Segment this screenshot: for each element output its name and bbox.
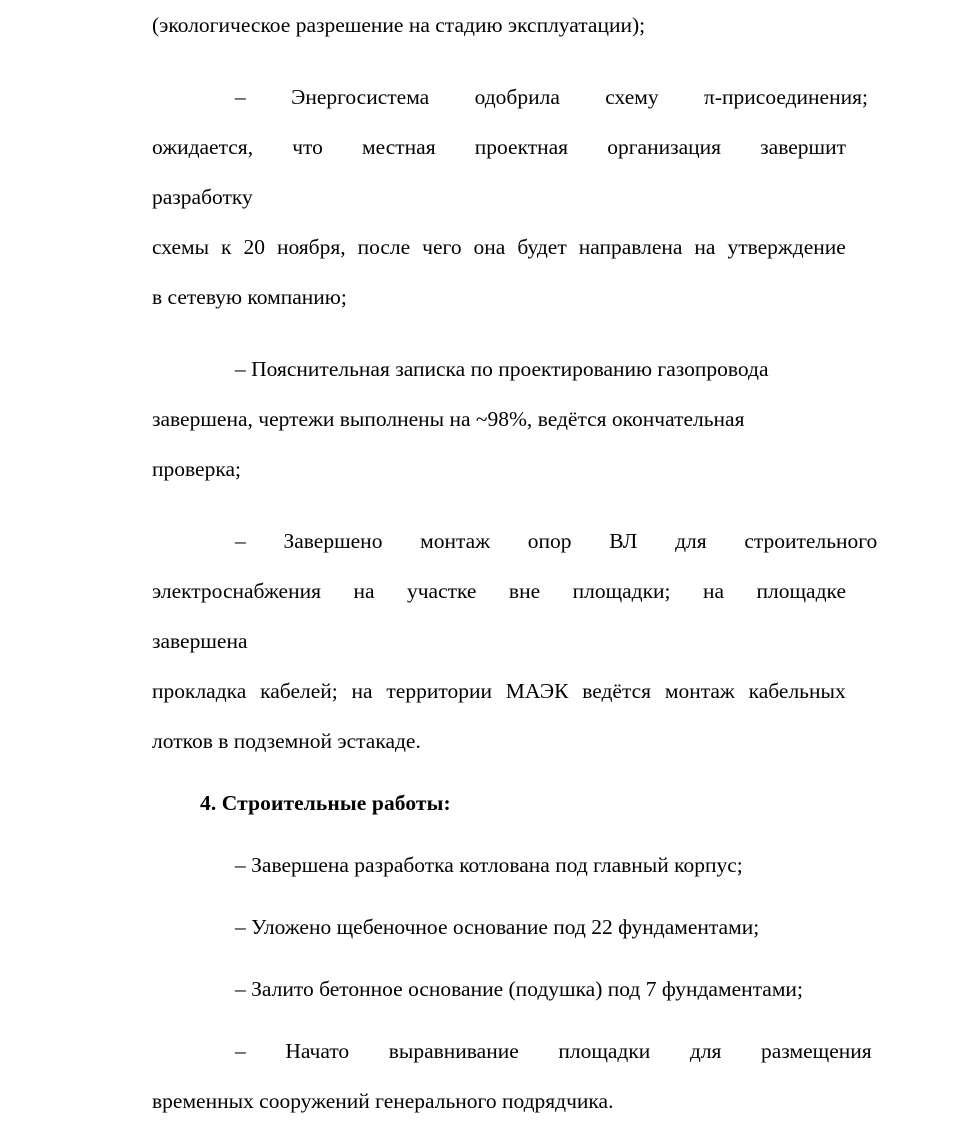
dash-marker: – bbox=[235, 1039, 246, 1063]
paragraph-power-lines-line3 bbox=[152, 666, 846, 716]
paragraph-gas-note-line3 bbox=[152, 444, 846, 494]
gas-note-word-4: на bbox=[449, 407, 471, 431]
site-leveling-word-3: площадки bbox=[558, 1039, 651, 1063]
gas-note-word-7: окончательная bbox=[611, 407, 745, 431]
dash-marker: – bbox=[235, 85, 246, 109]
paragraph-power-grid-line1 bbox=[152, 72, 868, 122]
paragraph-gas-note-line2 bbox=[152, 394, 846, 444]
power-lines-abbrev-vl: ВЛ bbox=[609, 529, 638, 553]
gas-note-word-2: чертежи bbox=[258, 407, 335, 431]
power-lines-word-2: монтаж bbox=[420, 529, 491, 553]
power-lines-line4-text: лотков в подземной эстакаде. bbox=[152, 729, 421, 753]
paragraph-eco-permit-text: (экологическое разрешение на стадию эксплуатации); bbox=[152, 13, 646, 37]
power-grid-line4-text: в сетевую компанию; bbox=[152, 285, 347, 309]
paragraph-power-lines-line1 bbox=[152, 516, 878, 566]
gas-note-percent-value: ~98%, bbox=[475, 407, 533, 431]
paragraph-site-leveling-line1 bbox=[152, 1026, 872, 1076]
paragraph-gap bbox=[152, 50, 846, 72]
site-leveling-word-5: размещения bbox=[761, 1039, 872, 1063]
gas-note-word-3: выполнены bbox=[339, 407, 445, 431]
power-lines-word-5: для bbox=[675, 529, 707, 553]
paragraph-gap bbox=[152, 322, 846, 344]
gas-note-word-1: завершена, bbox=[152, 407, 253, 431]
paragraph-power-lines-line2 bbox=[152, 566, 846, 666]
site-leveling-word-4: для bbox=[689, 1039, 722, 1063]
paragraph-power-grid-line4 bbox=[152, 272, 846, 322]
paragraph-site-leveling-line2 bbox=[152, 1076, 846, 1126]
power-grid-word-4: π-присоединения; bbox=[704, 85, 868, 109]
power-lines-line2-text: электроснабжения на участке вне площадки; на площадке завершена bbox=[152, 579, 846, 653]
gas-note-line1-text: – Пояснительная записка по проектированию газопровода bbox=[235, 357, 769, 381]
power-lines-line3-text: прокладка кабелей; на территории МАЭК ведётся монтаж кабельных bbox=[152, 679, 846, 703]
site-leveling-word-2: выравнивание bbox=[388, 1039, 519, 1063]
paragraph-power-grid-line2 bbox=[152, 122, 846, 222]
gas-note-line3-text: проверка; bbox=[152, 457, 241, 481]
site-leveling-word-1: Начато bbox=[285, 1039, 350, 1063]
list-gap bbox=[152, 952, 846, 964]
power-grid-line3-text: схемы к 20 ноября, после чего она будет направлена на утверждение bbox=[152, 235, 846, 259]
paragraph-power-lines-line4 bbox=[152, 716, 846, 766]
list-gap bbox=[152, 1014, 846, 1026]
heading-gap bbox=[152, 766, 846, 778]
power-lines-word-3: опор bbox=[527, 529, 572, 553]
section-heading-4 bbox=[152, 778, 846, 828]
paragraph-gap bbox=[152, 494, 846, 516]
site-leveling-line2-text: временных сооружений генерального подрядчика. bbox=[152, 1089, 614, 1113]
paragraph-eco-permit bbox=[152, 0, 846, 50]
list-item-excavation bbox=[152, 840, 846, 890]
list-item-concrete-base-text: – Залито бетонное основание (подушка) под 7 фундаментами; bbox=[235, 977, 803, 1001]
list-item-concrete-base bbox=[152, 964, 846, 1014]
list-gap bbox=[152, 890, 846, 902]
power-lines-word-1: Завершено bbox=[283, 529, 383, 553]
page-text-column bbox=[152, 0, 878, 1126]
power-grid-word-2: одобрила bbox=[474, 85, 560, 109]
list-item-crushed-stone-text: – Уложено щебеночное основание под 22 фундаментами; bbox=[235, 915, 760, 939]
list-item-excavation-text: – Завершена разработка котлована под главный корпус; bbox=[235, 853, 743, 877]
power-grid-word-1: Энергосистема bbox=[291, 85, 430, 109]
power-grid-line2-text: ожидается, что местная проектная организация завершит разработку bbox=[152, 135, 846, 209]
list-item-crushed-stone bbox=[152, 902, 846, 952]
gas-note-word-6: ведётся bbox=[537, 407, 607, 431]
dash-marker: – bbox=[235, 529, 246, 553]
paragraph-power-grid-line3 bbox=[152, 222, 846, 272]
power-lines-word-6: строительного bbox=[744, 529, 878, 553]
list-gap bbox=[152, 828, 846, 840]
power-grid-word-3: схему bbox=[605, 85, 659, 109]
paragraph-gas-note-line1 bbox=[152, 344, 846, 394]
section-heading-4-text: 4. Строительные работы: bbox=[200, 791, 451, 815]
